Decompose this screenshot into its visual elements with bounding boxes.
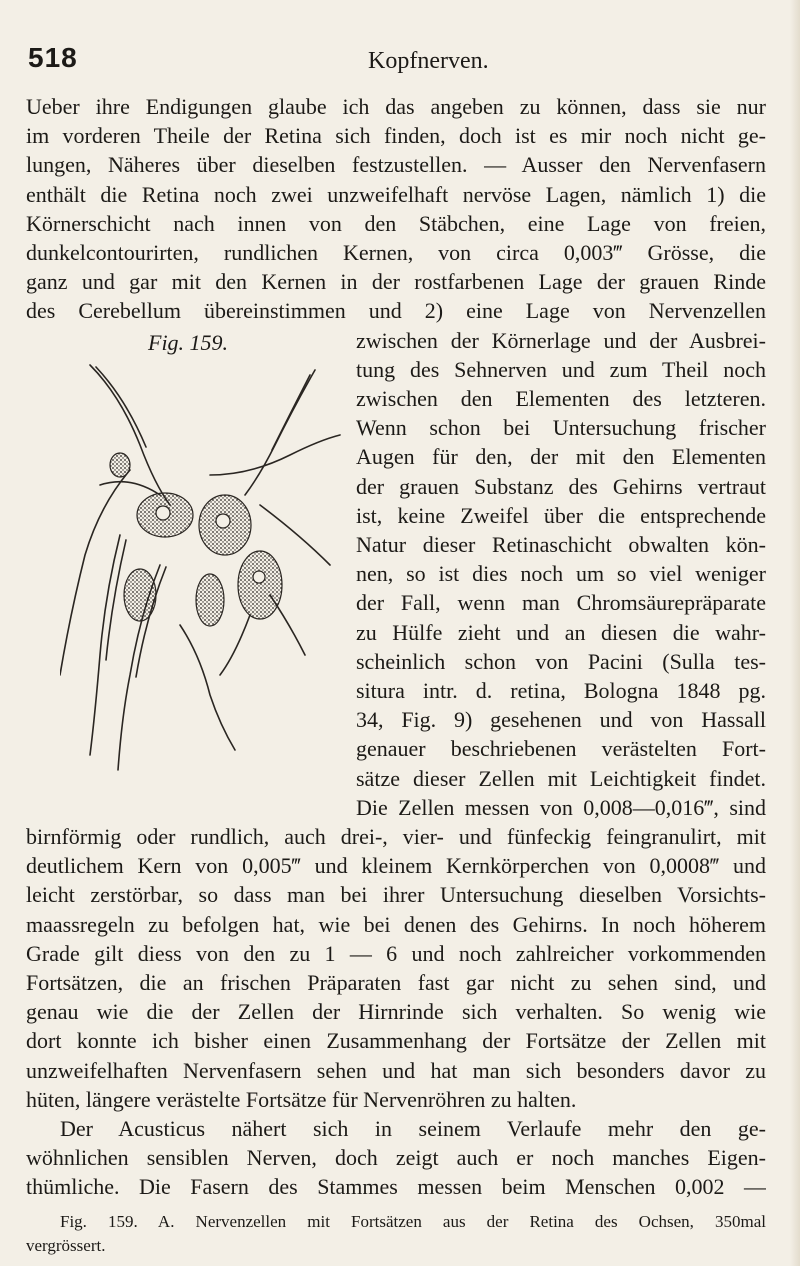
text-line: sätze dieser Zellen mit Leichtigkeit findet.: [356, 765, 766, 791]
page-header: [0, 40, 800, 80]
text-line: genau wie die der Zellen der Hirnrinde sich verhalten. So wenig wie: [26, 999, 766, 1025]
text-line: dunkelcontourirten, rundlichen Kernen, von circa 0,003‴ Grösse, die: [26, 240, 766, 265]
text-line: Die Zellen messen von 0,008—0,016‴, sind: [356, 794, 766, 820]
page-number: 518: [28, 42, 78, 73]
text-line: nen, so ist dies noch um so viel weniger: [356, 561, 766, 587]
text-line: 34, Fig. 9) gesehenen und von Hassall: [356, 707, 766, 733]
text-line: deutlichem Kern von 0,005‴ und kleinem Kernkörperchen von 0,0008‴ und: [26, 853, 766, 879]
text-line: Wenn schon bei Untersuchung frischer: [356, 415, 766, 441]
text-line: Der Acusticus nähert sich in seinem Verlaufe mehr den ge-: [60, 1116, 766, 1141]
text-line: genauer beschriebenen verästelten Fort-: [356, 736, 766, 762]
text-line: zwischen den Elementen des letzteren.: [356, 386, 766, 411]
text-line: zu Hülfe zieht und an diesen die wahr-: [356, 619, 766, 645]
text-line: thümliche. Die Fasern des Stammes messen beim Menschen 0,002 —: [26, 1174, 766, 1200]
text-line: Ueber ihre Endigungen glaube ich das angeben zu können, dass sie nur: [26, 94, 766, 119]
nerve-cells-illustration: [60, 355, 350, 775]
text-line: tung des Sehnerven und zum Theil noch: [356, 356, 766, 382]
text-line: wöhnlichen sensiblen Nerven, doch zeigt auch er noch manches Eigen-: [26, 1145, 766, 1171]
text-line: unzweifelhaften Nervenfasern sehen und hat man sich besonders davor zu: [26, 1057, 766, 1083]
figure-caption-continuation: vergrössert.: [26, 1235, 106, 1255]
text-line: hüten, längere verästelte Fortsätze für Nervenröhren zu halten.: [26, 1086, 577, 1112]
text-line: Natur dieser Retinaschicht obwalten kön-: [356, 532, 766, 557]
text-line: Augen für den, der mit den Elementen: [356, 444, 766, 470]
text-line: der Fall, wenn man Chromsäurepräparate: [356, 590, 766, 616]
text-line: ist, keine Zweifel über die entsprechende: [356, 502, 766, 528]
page-edge-shadow: [790, 0, 800, 1266]
figure-label: Fig. 159.: [148, 329, 229, 355]
text-line: des Cerebellum übereinstimmen und 2) eine Lage von Nervenzellen: [26, 298, 766, 324]
text-line: birnförmig oder rundlich, auch drei-, vier- und fünfeckig feingranulirt, mit: [26, 824, 766, 849]
text-line: Fortsätzen, die an frischen Präparaten fast gar nicht zu sehen sind, und: [26, 970, 766, 995]
text-line: lungen, Näheres über dieselben festzustellen. — Ausser den Nervenfasern: [26, 152, 766, 178]
text-line: ganz und gar mit den Kernen in der rostfarbenen Lage der grauen Rinde: [26, 269, 766, 295]
text-line: der grauen Substanz des Gehirns vertraut: [356, 473, 766, 499]
text-line: scheinlich schon von Pacini (Sulla tes-: [356, 648, 766, 674]
text-line: im vorderen Theile der Retina sich finden, doch ist es mir noch nicht ge-: [26, 123, 766, 149]
running-title: Kopfnerven.: [368, 48, 489, 74]
figure-caption: Fig. 159. A. Nervenzellen mit Fortsätzen aus der Retina des Ochsen, 350mal: [60, 1211, 766, 1231]
text-line: situra intr. d. retina, Bologna 1848 pg.: [356, 678, 766, 703]
text-line: zwischen der Körnerlage und der Ausbrei-: [356, 327, 766, 353]
text-line: maassregeln zu befolgen hat, wie bei denen des Gehirns. In noch höherem: [26, 911, 766, 937]
text-line: dort konnte ich bisher einen Zusammenhang der Fortsätze der Zellen mit: [26, 1028, 766, 1054]
text-line: Grade gilt diess von den zu 1 — 6 und noch zahlreicher vorkommenden: [26, 940, 766, 966]
text-line: Körnerschicht nach innen von den Stäbchen, eine Lage von freien,: [26, 210, 766, 236]
text-line: enthält die Retina noch zwei unzweifelhaft nervöse Lagen, nämlich 1) die: [26, 181, 766, 207]
text-line: leicht zerstörbar, so dass man bei ihrer Untersuchung dieselben Vorsichts-: [26, 882, 766, 908]
